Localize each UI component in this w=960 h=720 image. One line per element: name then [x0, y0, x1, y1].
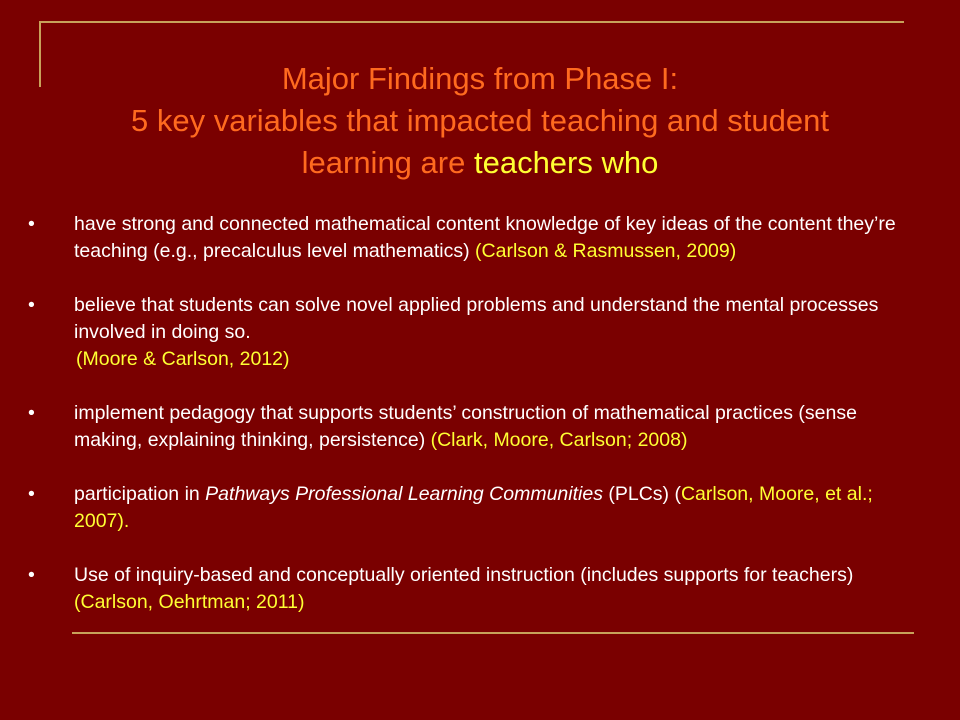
citation: (Clark, Moore, Carlson; 2008) [430, 429, 688, 451]
title-line-1: Major Findings from Phase I: [281, 61, 679, 96]
slide-title [40, 58, 920, 184]
citation: (Moore & Carlson, 2012) [76, 348, 290, 370]
bullet-icon: • [28, 564, 35, 586]
title-highlight: teachers who [473, 145, 659, 180]
title-line-3 [40, 142, 920, 184]
bullet-icon: • [28, 294, 35, 316]
findings-list [24, 211, 924, 643]
list-item [24, 211, 924, 265]
citation: (Carlson, Oehrtman; 2011) [74, 591, 305, 613]
bullet-text: have strong and connected mathematical content knowledge of key ideas of the content they’re teaching (e.g., precalculus level mathematics) [74, 213, 896, 262]
bullet-text: believe that students can solve novel applied problems and understand the mental processes involved in doing so. [74, 294, 879, 343]
title-line-2: 5 key variables that impacted teaching and student [131, 103, 829, 138]
list-item [24, 400, 924, 454]
bullet-text-after: (PLCs) ( [602, 483, 681, 505]
bullet-text-italic: Pathways Professional Learning Communities [205, 483, 603, 505]
bullet-icon: • [28, 213, 35, 235]
citation: Carlson, Moore, et al.; 2007). [74, 483, 873, 532]
list-item [24, 481, 924, 535]
bullet-icon: • [28, 402, 35, 424]
frame-top-line [40, 21, 904, 23]
bullet-text: implement pedagogy that supports students’ construction of mathematical practices (sense making, explaining thinking, persistence) [74, 402, 857, 451]
list-item [24, 562, 924, 616]
bullet-text: Use of inquiry-based and conceptually oriented instruction (includes supports for teachers) [74, 564, 854, 586]
citation: (Carlson & Rasmussen, 2009) [475, 240, 737, 262]
bullet-text-before: participation in [74, 483, 206, 505]
list-item [24, 292, 924, 373]
title-line-3-prefix: learning are [301, 145, 474, 180]
bullet-icon: • [28, 483, 35, 505]
